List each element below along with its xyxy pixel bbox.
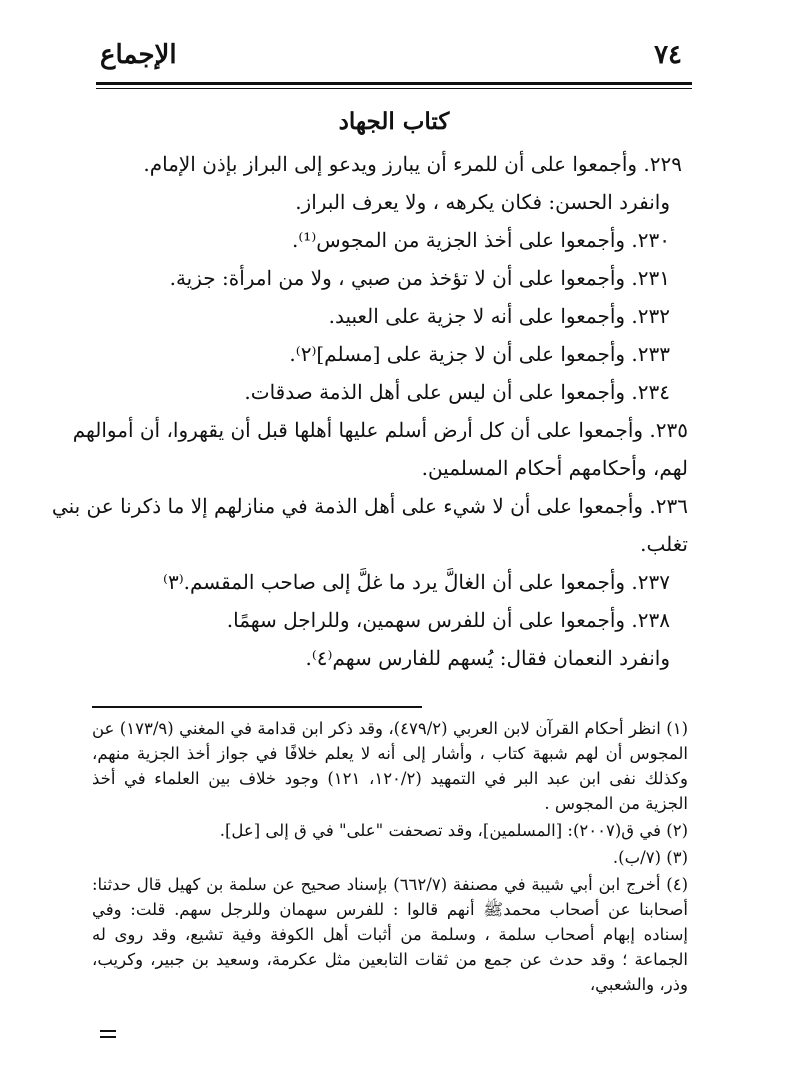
book-title: الإجماع (100, 40, 177, 70)
header-rule-thin (96, 88, 692, 89)
text-line: ٢٣١. وأجمعوا على أن لا تؤخذ من صبي ، ولا من امرأة: جزية. (169, 266, 670, 290)
text-line: ٢٣٤. وأجمعوا على أن ليس على أهل الذمة صدقات. (244, 380, 670, 404)
text-line: وانفرد النعمان فقال: يُسهم للفارس سهم⁽٤⁾. (305, 646, 670, 670)
text-line: ٢٣٦. وأجمعوا على أن لا شيء على أهل الذمة في منازلهم إلا ما ذكرنا عن بني (51, 494, 688, 518)
page-number: ٧٤ (654, 40, 682, 70)
text-line: ٢٣٨. وأجمعوا على أن للفرس سهمين، وللراجل سهمًا. (226, 608, 670, 632)
footnote-3: (٣) (٧/ب). (612, 848, 688, 867)
text-line: ٢٣٢. وأجمعوا على أنه لا جزية على العبيد. (328, 304, 670, 328)
page-header (96, 38, 692, 88)
footnote-1: (١) انظر أحكام القرآن لابن العربي (٤٧٩/٢)، وقد ذكر ابن قدامة في المغني (١٧٣/٩) عن المجوس أن لهم شبهة كتاب ، وأشار إلى أنه لا يعلم خلافًا في جواز أخذ الجزية منهم، وكذلك نفى ابن عبد البر في التمهيد (١٢٠/٢، ١٢١) وجود خلاف بين العلماء في أخذ الجزية من المجوس . (92, 719, 689, 813)
text-line: وانفرد الحسن: فكان يكرهه ، ولا يعرف البراز. (295, 190, 670, 214)
text-line: ٢٣٠. وأجمعوا على أخذ الجزية من المجوس⁽¹⁾. (292, 228, 670, 252)
text-line: تغلب. (640, 532, 688, 556)
text-line: ٢٣٣. وأجمعوا على أن لا جزية على [مسلم]⁽٢⁾. (289, 342, 670, 366)
header-rule-thick (96, 82, 692, 85)
footnote-4: (٤) أخرج ابن أبي شيبة في مصنفة (٦٦٢/٧) بإسناد صحيح عن سلمة بن كهيل قال حدثنا: أصحابنا عن أصحاب محمدﷺ أنهم قالوا : للفرس سهمان وللرجل سهم. قلت: وفي إسناده إبهام أصحاب سلمة ، وسلمة من أثبات أهل الكوفة وفية تشيع، وقد روى له الجماعة ؛ وقد حدث عن جمع من ثقات التابعين مثل عكرمة، وسعيد بن جبير، وكريب، وذر، والشعبي، (92, 875, 688, 994)
chapter-title: كتاب الجهاد (338, 108, 450, 135)
text-line: ٢٢٩. وأجمعوا على أن للمرء أن يبارز ويدعو إلى البراز بإذن الإمام. (143, 152, 682, 176)
text-line: ٢٣٧. وأجمعوا على أن الغالَّ يرد ما غلَّ إلى صاحب المقسم.⁽٣⁾ (163, 570, 670, 594)
continuation-mark (100, 1030, 116, 1042)
footnote-separator (92, 706, 422, 708)
main-text (51, 145, 688, 677)
text-line: ٢٣٥. وأجمعوا على أن كل أرض أسلم عليها أهلها قبل أن يقهروا، أن أموالهم (72, 418, 688, 442)
footnotes (92, 716, 688, 999)
footnote-2: (٢) في ق(٢٠٠٧): [المسلمين]، وقد تصحفت "على" في ق إلى [عل]. (219, 821, 688, 840)
text-line: لهم، وأحكامهم أحكام المسلمين. (421, 456, 688, 480)
